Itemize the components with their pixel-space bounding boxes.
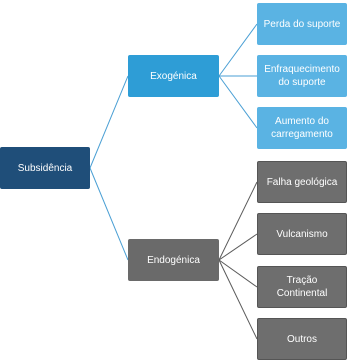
leaf-node-label: Outros	[286, 333, 317, 345]
branch-node-label: Endogénica	[147, 254, 200, 266]
leaf-node-enfraquecimento-do-suporte	[257, 55, 347, 97]
connector-endo-falha	[219, 182, 257, 260]
connector-root-endogenica	[90, 168, 128, 260]
leaf-node-label: Tração Continental	[276, 275, 328, 299]
branch-node-endogenica	[128, 239, 219, 281]
leaf-node-vulcanismo	[257, 213, 347, 255]
connector-root-exogenica	[90, 76, 128, 168]
leaf-node-tracao-continental	[257, 266, 347, 308]
leaf-node-label: Enfraquecimento do suporte	[264, 64, 340, 88]
leaf-node-label: Vulcanismo	[276, 228, 328, 240]
leaf-node-outros	[257, 318, 347, 360]
leaf-node-label: Falha geológica	[266, 176, 338, 188]
connector-endo-tracao	[219, 260, 257, 287]
leaf-node-falha-geologica	[257, 161, 347, 203]
leaf-node-aumento-do-carregamento	[257, 107, 347, 149]
connector-exo-aumento	[219, 76, 257, 128]
root-node-subsidencia	[0, 147, 90, 189]
branch-node-exogenica	[128, 55, 219, 97]
leaf-node-perda-do-suporte	[257, 3, 347, 45]
connector-exo-perda	[219, 24, 257, 76]
connector-endo-vulcanismo	[219, 234, 257, 260]
leaf-node-label: Aumento do carregamento	[271, 116, 333, 140]
root-node-label: Subsidência	[17, 162, 73, 174]
connector-endo-outros	[219, 260, 257, 339]
leaf-node-label: Perda do suporte	[263, 18, 341, 30]
branch-node-label: Exogénica	[150, 70, 197, 82]
